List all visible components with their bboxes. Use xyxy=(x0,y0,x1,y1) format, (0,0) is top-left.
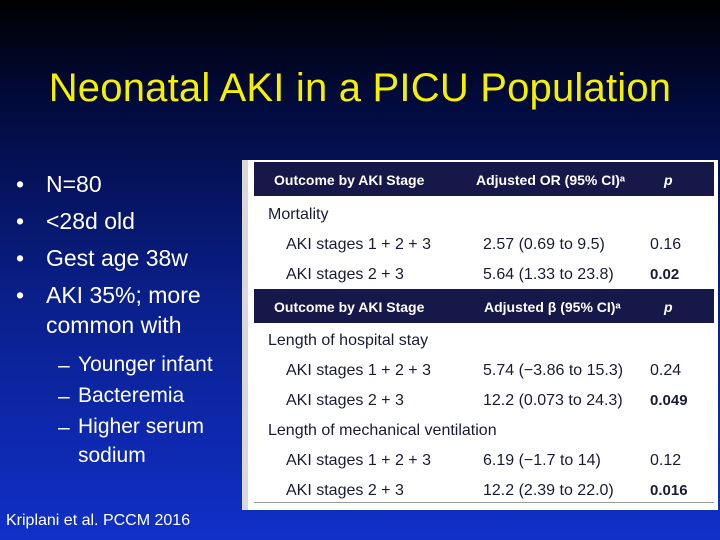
table-row xyxy=(248,230,718,260)
sub-bullet-marker: – xyxy=(58,416,70,439)
header-p: p xyxy=(664,299,673,315)
bullet-item xyxy=(16,203,246,240)
row-value: 12.2 (2.39 to 22.0) xyxy=(483,482,614,499)
sub-bullet-item xyxy=(58,412,246,470)
row-value: 6.19 (−1.7 to 14) xyxy=(483,452,601,469)
outcome-table xyxy=(242,160,718,510)
sub-bullet-list xyxy=(58,350,246,470)
row-label: AKI stages 1 + 2 + 3 xyxy=(286,362,431,379)
sub-bullet-marker: – xyxy=(58,354,70,377)
sub-bullet-marker: – xyxy=(58,385,70,408)
bullet-item xyxy=(16,166,246,203)
bullet-list xyxy=(16,166,246,470)
bullet-marker: • xyxy=(16,208,25,234)
bullet-item xyxy=(16,277,246,340)
group-row xyxy=(248,326,718,356)
header-outcome: Outcome by AKI Stage xyxy=(274,172,425,188)
row-value: 12.2 (0.073 to 24.3) xyxy=(483,392,623,409)
table-header-row xyxy=(254,162,714,196)
sub-bullet-item xyxy=(58,381,246,412)
row-label: AKI stages 2 + 3 xyxy=(286,482,404,499)
table-row xyxy=(248,386,718,416)
bullet-marker: • xyxy=(16,245,25,271)
bullet-text: AKI 35%; more xyxy=(46,282,201,308)
row-value: 2.57 (0.69 to 9.5) xyxy=(483,236,605,253)
header-adjusted-beta: Adjusted β (95% CI)ᵃ xyxy=(484,299,621,315)
row-p: 0.12 xyxy=(650,452,682,469)
table-row xyxy=(248,446,718,476)
row-label: AKI stages 2 + 3 xyxy=(286,392,404,409)
group-label: Length of hospital stay xyxy=(268,332,429,349)
row-p: 0.02 xyxy=(650,266,680,283)
row-p: 0.16 xyxy=(650,236,682,253)
bullet-text-continued: common with xyxy=(46,312,182,338)
row-p: 0.049 xyxy=(650,392,688,409)
row-p: 0.016 xyxy=(650,482,688,499)
sub-bullet-text: Higher serum sodium xyxy=(78,415,205,467)
group-label: Mortality xyxy=(268,206,329,223)
row-p: 0.24 xyxy=(650,362,682,379)
row-label: AKI stages 1 + 2 + 3 xyxy=(286,236,431,253)
row-value: 5.64 (1.33 to 23.8) xyxy=(483,266,614,283)
bullet-text-wrap xyxy=(46,277,246,340)
sub-bullet-item xyxy=(58,350,246,381)
table-row xyxy=(248,260,718,290)
row-label: AKI stages 1 + 2 + 3 xyxy=(286,452,431,469)
group-label: Length of mechanical ventilation xyxy=(268,422,497,439)
row-value: 5.74 (−3.86 to 15.3) xyxy=(483,362,624,379)
group-row xyxy=(248,416,718,446)
header-p: p xyxy=(664,172,673,188)
bullet-marker: • xyxy=(16,282,25,308)
slide-title: Neonatal AKI in a PICU Population xyxy=(48,66,672,110)
table-bottom-rule xyxy=(254,502,714,503)
table-header-row xyxy=(254,289,714,323)
row-label: AKI stages 2 + 3 xyxy=(286,266,404,283)
table-row xyxy=(248,356,718,386)
citation: Kriplani et al. PCCM 2016 xyxy=(6,512,191,529)
sub-bullet-text: Bacteremia xyxy=(78,384,185,407)
bullet-marker: • xyxy=(16,171,25,197)
header-adjusted-or: Adjusted OR (95% CI)ᵃ xyxy=(476,172,626,188)
header-outcome: Outcome by AKI Stage xyxy=(274,299,425,315)
group-row xyxy=(248,200,718,230)
bullet-text: N=80 xyxy=(46,171,102,197)
sub-bullet-text: Younger infant xyxy=(78,353,213,376)
bullet-text: Gest age 38w xyxy=(46,245,188,271)
bullet-text: <28d old xyxy=(46,208,135,234)
bullet-item xyxy=(16,240,246,277)
